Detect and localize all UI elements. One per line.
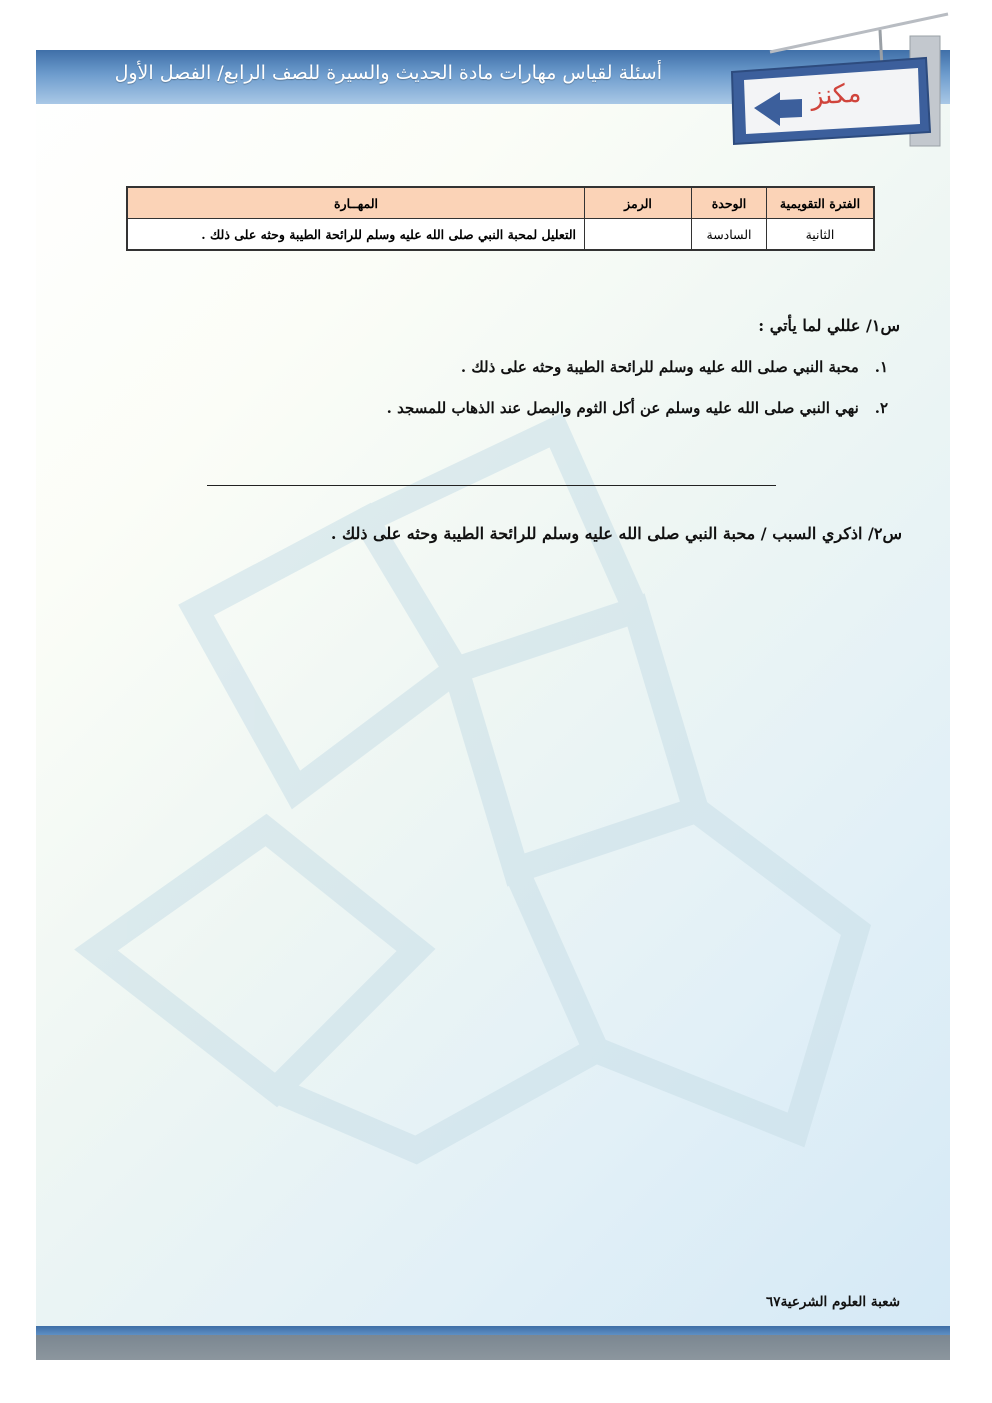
- header-skill: المهــارة: [127, 187, 585, 219]
- footer-gray-band: [36, 1335, 950, 1360]
- question-2-title: س٢/ اذكري السبب / محبة النبي صلى الله عليه وسلم للرائحة الطيبة وحثه على ذلك .: [330, 524, 902, 543]
- footer-text: شعبة العلوم الشرعية٦٧: [766, 1294, 900, 1310]
- footer-band: [36, 1326, 950, 1335]
- cell-period: الثانية: [767, 219, 875, 251]
- item-text: نهي النبي صلى الله عليه وسلم عن أكل الثوم والبصل عند الذهاب للمسجد .: [386, 399, 859, 417]
- item-number: ١.: [874, 358, 888, 376]
- table-row: [127, 219, 874, 251]
- question-1-item: [248, 399, 888, 417]
- item-text: محبة النبي صلى الله عليه وسلم للرائحة الطيبة وحثه على ذلك .: [460, 358, 859, 376]
- cell-unit: السادسة: [692, 219, 767, 251]
- header-unit: الوحدة: [692, 187, 767, 219]
- page-header-title: أسئلة لقياس مهارات مادة الحديث والسيرة للصف الرابع/ الفصل الأول: [114, 62, 662, 84]
- item-number: ٢.: [874, 399, 888, 417]
- table-header-row: [127, 187, 874, 219]
- header-code: الرمز: [585, 187, 692, 219]
- cell-skill: التعليل لمحبة النبي صلى الله عليه وسلم للرائحة الطيبة وحثه على ذلك .: [127, 219, 585, 251]
- question-1-title: س١/ عللي لما يأتي :: [758, 316, 900, 335]
- skills-table: [126, 186, 875, 251]
- cell-code: [585, 219, 692, 251]
- section-divider: [207, 485, 776, 486]
- question-1-item: [248, 358, 888, 376]
- header-period: الفترة التقويمية: [767, 187, 875, 219]
- logo-text: مكنز: [809, 78, 863, 112]
